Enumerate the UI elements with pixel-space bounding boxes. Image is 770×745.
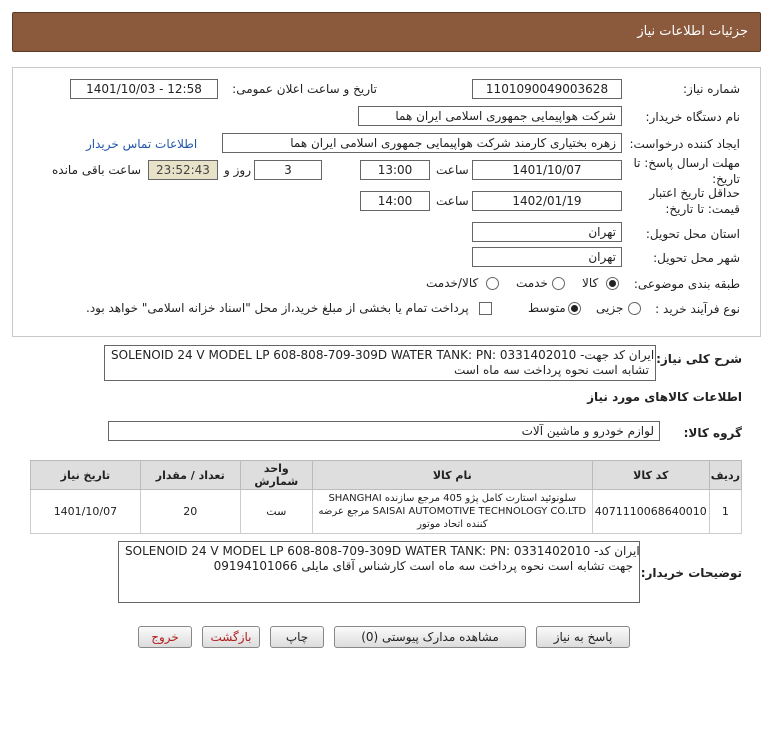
remaining-label: ساعت باقی مانده — [52, 163, 142, 177]
category-label: طبقه بندی موضوعی: — [633, 277, 740, 291]
city-field: تهران — [472, 247, 622, 267]
process-medium-label: متوسط — [528, 301, 566, 315]
col-code: کد کالا — [592, 461, 709, 490]
exit-button[interactable]: خروج — [138, 626, 192, 648]
deadline-time-field: 13:00 — [360, 160, 430, 180]
category-both-label: کالا/خدمت — [426, 276, 479, 290]
category-goods-radio[interactable] — [606, 277, 619, 290]
need-number-label: شماره نیاز: — [683, 82, 740, 96]
days-count-field: 3 — [254, 160, 322, 180]
goods-table — [30, 460, 742, 534]
days-label: روز و — [224, 163, 251, 177]
province-label: استان محل تحویل: — [645, 227, 740, 241]
validity-time-field: 14:00 — [360, 191, 430, 211]
validity-date-field: 1402/01/19 — [472, 191, 622, 211]
category-both-radio[interactable] — [486, 277, 499, 290]
buyer-org-label: نام دستگاه خریدار: — [645, 110, 740, 124]
cell-name: سلونوئید استارت کامل پژو 405 مرجع سازنده SHANGHAI SAISAI AUTOMOTIVE TECHNOLOGY CO.LTD مرجع عرضه کننده اتحاد موتور — [312, 490, 592, 534]
announce-field: 1401/10/03 - 12:58 — [70, 79, 218, 99]
reply-button[interactable]: پاسخ به نیاز — [536, 626, 630, 648]
category-service-radio[interactable] — [552, 277, 565, 290]
deadline-label-2: تاریخ: — [712, 172, 740, 186]
buyer-contact-link[interactable]: اطلاعات تماس خریدار — [86, 137, 198, 151]
process-minor-label: جزیی — [596, 301, 624, 315]
summary-line-1: SOLENOID 24 V MODEL LP 608-808-709-309D WATER TANK: PN: 0331402010 -ایران کد جهت — [111, 348, 655, 362]
cell-qty: 20 — [140, 490, 240, 534]
table-row — [31, 490, 742, 534]
goods-group-label: گروه کالا: — [683, 426, 742, 440]
print-button[interactable]: چاپ — [270, 626, 324, 648]
buyer-notes-box — [118, 541, 640, 603]
col-date: تاریخ نیاز — [31, 461, 141, 490]
deadline-date-field: 1401/10/07 — [472, 160, 622, 180]
category-goods-label: کالا — [582, 276, 599, 290]
goods-group-field: لوازم خودرو و ماشین آلات — [108, 421, 660, 441]
announce-label: تاریخ و ساعت اعلان عمومی: — [232, 82, 377, 96]
remaining-time-field: 23:52:43 — [148, 160, 218, 180]
page-header — [12, 12, 761, 52]
col-qty: تعداد / مقدار — [140, 461, 240, 490]
buyer-notes-label: توضیحات خریدار: — [640, 566, 742, 580]
back-button[interactable]: بازگشت — [202, 626, 260, 648]
summary-box — [104, 345, 656, 381]
col-row: ردیف — [709, 461, 741, 490]
summary-label: شرح کلی نیاز: — [656, 352, 742, 366]
goods-info-title: اطلاعات کالاهای مورد نیاز — [587, 390, 742, 404]
cell-date: 1401/10/07 — [31, 490, 141, 534]
need-number-field: 1101090049003628 — [472, 79, 622, 99]
validity-label-2: قیمت: تا تاریخ: — [665, 202, 740, 216]
validity-label: حداقل تاریخ اعتبار — [649, 186, 740, 200]
deadline-label: مهلت ارسال پاسخ: تا — [633, 156, 740, 170]
col-unit: واحد شمارش — [240, 461, 312, 490]
summary-line-2: تشابه است نحوه پرداخت سه ماه است — [454, 363, 649, 377]
requester-label: ایجاد کننده درخواست: — [629, 137, 740, 151]
attachments-button[interactable]: مشاهده مدارک پیوستی (0) — [334, 626, 526, 648]
table-header-row — [31, 461, 742, 490]
treasury-payment-note: پرداخت تمام یا بخشی از مبلغ خرید،از محل "اسناد خزانه اسلامی" خواهد بود. — [86, 301, 469, 315]
col-name: نام کالا — [312, 461, 592, 490]
process-minor-radio[interactable] — [628, 302, 641, 315]
cell-unit: ست — [240, 490, 312, 534]
cell-code: 4071110068640010 — [592, 490, 709, 534]
validity-time-label: ساعت — [436, 194, 469, 208]
process-medium-radio[interactable] — [568, 302, 581, 315]
page-title: جزئيات اطلاعات نياز — [637, 24, 748, 39]
requester-field: زهره بختیاری کارمند شرکت هواپیمایی جمهوری اسلامی ایران هما — [222, 133, 622, 153]
city-label: شهر محل تحویل: — [653, 251, 740, 265]
buyer-notes-line-2: جهت تشابه است نحوه پرداخت سه ماه است کارشناس آقای مایلی 09194101066 — [213, 559, 633, 573]
province-field: تهران — [472, 222, 622, 242]
deadline-time-label: ساعت — [436, 163, 469, 177]
cell-row: 1 — [709, 490, 741, 534]
category-service-label: خدمت — [516, 276, 548, 290]
treasury-payment-checkbox[interactable] — [479, 302, 492, 315]
buyer-notes-line-1: SOLENOID 24 V MODEL LP 608-808-709-309D WATER TANK: PN: 0331402010 -ایران کد — [125, 544, 640, 558]
buyer-org-field: شرکت هواپیمایی جمهوری اسلامی ایران هما — [358, 106, 622, 126]
process-label: نوع فرآیند خرید : — [655, 302, 740, 316]
